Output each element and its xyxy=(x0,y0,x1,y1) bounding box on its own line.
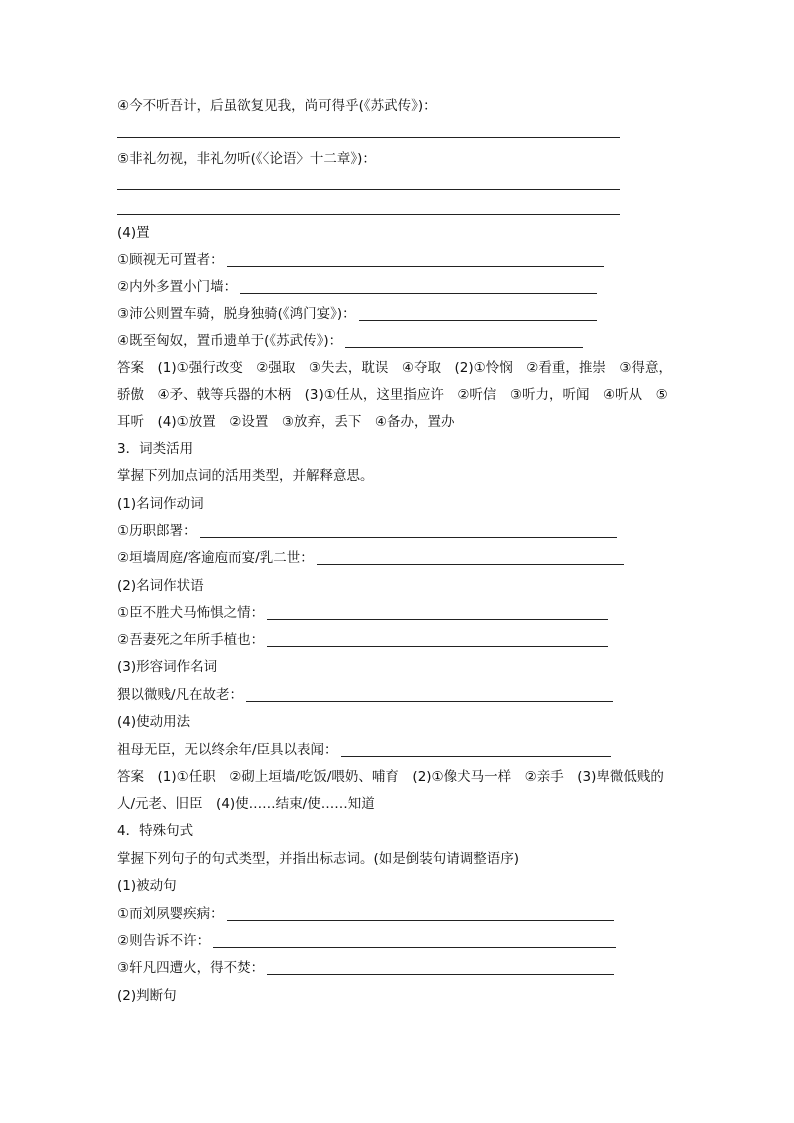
heading-text: (3)形容词作名词 xyxy=(117,659,218,675)
answer-blank[interactable] xyxy=(117,189,620,190)
section-title xyxy=(117,822,193,840)
section-instruction xyxy=(117,850,519,868)
answer-text: 骄傲 ④矛、戟等兵器的木柄 (3)①任从，这里指应许 ②听信 ③听力，听闻 ④听从 ⑤ xyxy=(117,387,668,403)
question-huoyong-4 xyxy=(117,631,608,649)
subsection-heading xyxy=(117,577,204,595)
answer-blank[interactable] xyxy=(246,687,613,702)
question-text: ①臣不胜犬马怖惧之情： xyxy=(117,605,265,621)
answer-blank[interactable] xyxy=(345,333,583,348)
question-text: ②吾妻死之年所手植也： xyxy=(117,632,265,648)
question-zhi-4 xyxy=(117,332,583,350)
instruction-text: 掌握下列句子的句式类型，并指出标志词。(如是倒装句请调整语序) xyxy=(117,851,520,867)
question-huoyong-1 xyxy=(117,522,617,540)
answer-blank[interactable] xyxy=(317,550,624,565)
heading-text: (4)置 xyxy=(117,225,150,241)
answer-text: 耳听 (4)①放置 ②设置 ③放弃，丢下 ④备办，置办 xyxy=(117,414,455,430)
answer-blank[interactable] xyxy=(359,306,597,321)
instruction-text: 掌握下列加点词的活用类型，并解释意思。 xyxy=(117,468,374,484)
question-text: ①历职郎署： xyxy=(117,523,197,539)
answer-blank[interactable] xyxy=(227,252,604,267)
answer-blank[interactable] xyxy=(240,279,597,294)
question-text: ⑤非礼勿视，非礼勿听(《〈论语〉十二章》)： xyxy=(117,151,376,167)
answer-blank[interactable] xyxy=(213,933,616,948)
heading-text: (1)被动句 xyxy=(117,878,177,894)
answer-blank[interactable] xyxy=(267,960,614,975)
question-text: ①而刘夙婴疾病： xyxy=(117,906,224,922)
answer-text: 答案 (1)①强行改变 ②强取 ③失去，耽误 ④夺取 (2)①怜悯 ②看重，推崇 ③得意， xyxy=(117,360,672,376)
question-huoyong-2 xyxy=(117,549,624,567)
question-jushi-3 xyxy=(117,959,614,977)
answer-text: 人/元老、旧臣 (4)使……结束/使……知道 xyxy=(117,796,375,812)
title-text: 3．词类活用 xyxy=(117,441,194,457)
question-q4 xyxy=(117,97,437,115)
question-zhi-1 xyxy=(117,251,604,269)
answer-blank[interactable] xyxy=(200,523,617,538)
answer-line xyxy=(117,413,455,431)
answer-blank[interactable] xyxy=(117,137,620,138)
answer-blank[interactable] xyxy=(341,742,611,757)
heading-text: (1)名词作动词 xyxy=(117,496,204,512)
section-instruction xyxy=(117,467,374,485)
answer-line xyxy=(117,768,664,786)
question-q5 xyxy=(117,150,376,168)
section-title xyxy=(117,440,193,458)
subsection-heading xyxy=(117,224,150,242)
answer-blank[interactable] xyxy=(117,214,620,215)
question-text: ④今不听吾计，后虽欲复见我，尚可得乎(《苏武传》)： xyxy=(117,98,437,114)
heading-text: (2)名词作状语 xyxy=(117,578,204,594)
question-zhi-3 xyxy=(117,305,597,323)
subsection-heading xyxy=(117,495,204,513)
answer-line xyxy=(117,359,672,377)
answer-line xyxy=(117,386,668,404)
question-text: ②则告诉不许： xyxy=(117,933,211,949)
answer-blank[interactable] xyxy=(267,605,608,620)
question-text: ②内外多置小门墙： xyxy=(117,279,238,295)
subsection-heading xyxy=(117,658,217,676)
question-text: 猥以微贱/凡在故老： xyxy=(117,687,244,703)
title-text: 4．特殊句式 xyxy=(117,823,194,839)
subsection-heading xyxy=(117,987,177,1005)
subsection-heading xyxy=(117,877,177,895)
question-text: ③沛公则置车骑，脱身独骑(《鸿门宴》)： xyxy=(117,306,356,322)
question-jushi-2 xyxy=(117,932,616,950)
heading-text: (2)判断句 xyxy=(117,988,177,1004)
answer-text: 答案 (1)①任职 ②砌上垣墙/吃饭/喂奶、哺育 (2)①像犬马一样 ②亲手 (3)卑微低贱的 xyxy=(117,769,664,785)
heading-text: (4)使动用法 xyxy=(117,714,191,730)
question-zhi-2 xyxy=(117,278,597,296)
question-text: ④既至匈奴，置币遗单于(《苏武传》)： xyxy=(117,333,343,349)
question-jushi-1 xyxy=(117,905,614,923)
question-text: 祖母无臣，无以终余年/臣具以表闻： xyxy=(117,742,338,758)
question-huoyong-5 xyxy=(117,686,613,704)
subsection-heading xyxy=(117,713,190,731)
question-text: ②垣墙周庭/客逾庖而宴/乳二世： xyxy=(117,550,314,566)
question-huoyong-6 xyxy=(117,741,611,759)
answer-line xyxy=(117,795,375,813)
answer-blank[interactable] xyxy=(227,906,614,921)
question-text: ①顾视无可置者： xyxy=(117,252,224,268)
question-text: ③轩凡四遭火，得不焚： xyxy=(117,960,265,976)
question-huoyong-3 xyxy=(117,604,608,622)
answer-blank[interactable] xyxy=(267,632,608,647)
